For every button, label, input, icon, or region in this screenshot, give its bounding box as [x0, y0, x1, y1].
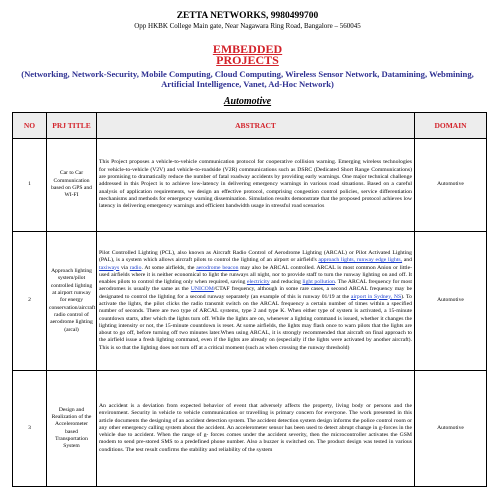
header-no: NO — [13, 113, 47, 139]
abstract-text: Pilot Controlled Lighting (PCL), also known as Aircraft Radio Control of Aerodrome Lighting (ARCAL) or Pilot Activated Lighting (PAL), is a system which allows aircraft pilots to control the lighting of an airport or airfield's — [99, 249, 412, 264]
projects-table — [12, 112, 487, 487]
abstract-text: /CTAF frequency, although in some rare cases, a second ARCAL frequency may be designated to control the lighting for a second runway separately (an example of this is runway 01/19 at the — [99, 286, 412, 300]
project-domain: Automotive — [415, 371, 487, 487]
row-number: 2 — [13, 232, 47, 371]
title-line-2: PROJECTS — [216, 53, 279, 67]
radio-link[interactable]: radio — [129, 264, 142, 271]
project-abstract — [97, 232, 415, 371]
unicom-link[interactable]: UNICOM — [190, 286, 214, 293]
header-title: PRJ TITLE — [47, 113, 97, 139]
abstract-text: and — [402, 257, 412, 264]
table-header-row — [13, 113, 487, 139]
project-abstract: This Project proposes a vehicle-to-vehicle communication protocol for cooperative collision warning. Emerging wireless technologies for vehicle-to-vehicle (V2V) and vehicle-to-roadside (V2R) communications such as DSRC (Dedicated Short Range Communications) are promising to dramatically reduce the number of fatal roadway accidents by providing early warnings. One major technical challenge addressed in this Project is to achieve low-latency in delivering emergency warnings in various road situations. Based on a careful analysis of application requirements, we design an effective protocol, comprising congestion control policies, service differentiation mechanisms and methods for emergency warning dissemination. Simulation results demonstrate that the proposed protocol achieves low latency in delivering emergency warnings and efficient bandwidth usage in stressful road scenarios — [97, 139, 415, 232]
company-address: Opp HKBK College Main gate, Near Nagawara Ring Road, Bangalore – 560045 — [134, 22, 361, 30]
project-title: Approach lighting system/pilot controlled lighting at airport runway for energy conservation/aircraft radio control of aerodrome lighting (arcal) — [47, 232, 97, 371]
project-abstract: An accident is a deviation from expected behavior of event that adversely affects the property, living body or persons and the environment. Security in vehicle to vehicle communication or travelling is primary concern for everyone. The work presented in this article documents the designing of an accident detection system. The accident detection system design informs the police control room or any other emergency calling system about the accident. An accelerometer sensor has been used to detect abrupt change in g-forces in the vehicle due to accident. When the range of g- forces comes under the accident severity, then the microcontroller activates the GSM modem to send pre-stored SMS to a predefined phone number. Also a buzzer is switched on. The product design was tested in various conditions. The test result confirms the stability and reliability of the system — [97, 371, 415, 487]
sydney-airport-link[interactable]: airport in Sydney, NS — [350, 293, 402, 300]
row-number: 3 — [13, 371, 47, 487]
row-number: 1 — [13, 139, 47, 232]
abstract-text: via — [119, 264, 130, 271]
header-abstract: ABSTRACT — [97, 113, 415, 139]
project-title: Car to Car Communication based on GPS and WI-FI — [47, 139, 97, 232]
title-line-1: EMBEDDED — [212, 42, 283, 56]
electricity-link[interactable]: electricity — [246, 279, 270, 286]
abstract-text: . The ARCAL frequency for most aerodromes is usually the same as the — [99, 279, 412, 293]
table-row — [13, 232, 487, 371]
company-name: ZETTA NETWORKS, 9980499700 — [176, 11, 319, 21]
aerodrome-beacon-link[interactable]: aerodrome beacon — [196, 264, 239, 271]
header-domain: DOMAIN — [415, 113, 487, 139]
table-row — [13, 371, 487, 487]
section-heading: Automotive — [223, 96, 272, 107]
taxiways-link[interactable]: taxiways — [99, 264, 120, 271]
project-domain: Automotive — [415, 232, 487, 371]
project-title: Design and Realization of the Accelerometer based Transportation System — [47, 371, 97, 487]
table-row — [13, 139, 487, 232]
light-pollution-link[interactable]: light pollution — [302, 279, 335, 286]
abstract-text: . At some airfields, the — [141, 264, 197, 271]
abstract-text: may also be ARCAL controlled. ARCAL is most common Anion or little-used airfields where it is neither economical to light the runways all night, nor to provide staff to turn the runway lighting on and off. It enables pilots to control the lighting only when required, saving — [99, 264, 412, 286]
approach-lights-link[interactable]: approach lights, runway edge lights, — [318, 257, 403, 264]
abstract-text: and reducing — [269, 279, 303, 286]
domain-list: (Networking, Network-Security, Mobile Computing, Cloud Computing, Wireless Sensor Network, Datamining, Webmining, Artificial Intelligence, Vanet, Ad-Hoc Network) — [21, 69, 474, 89]
document-title — [0, 44, 495, 66]
abstract-text: ). To activate the lights, the pilot clicks the radio transmit switch on the ARCAL frequency a certain number of times within a specified number of seconds. There are two type of ARCAL systems, type 2 and type K. When either type of system is activated, a 15-minute countdown starts, after which the lights turn off. While the lights are on, whenever a lighting command is issued, whether it changes the lighting intensity or not, the 15-minute countdown is reset. At some airfields, the lights may flash once to warn pilots that the lights are about to go off, before turning off two minutes later.When using ARCAL, it is strongly recommended that aircraft on final approach to the airfield issue a fresh lighting command, even if the lights are already on (especially if the lights were activated by another aircraft). This is so that the lighting does not turn off at a critical moment (such as when crossing the runway threshold) — [99, 293, 412, 351]
project-domain: Automotive — [415, 139, 487, 232]
